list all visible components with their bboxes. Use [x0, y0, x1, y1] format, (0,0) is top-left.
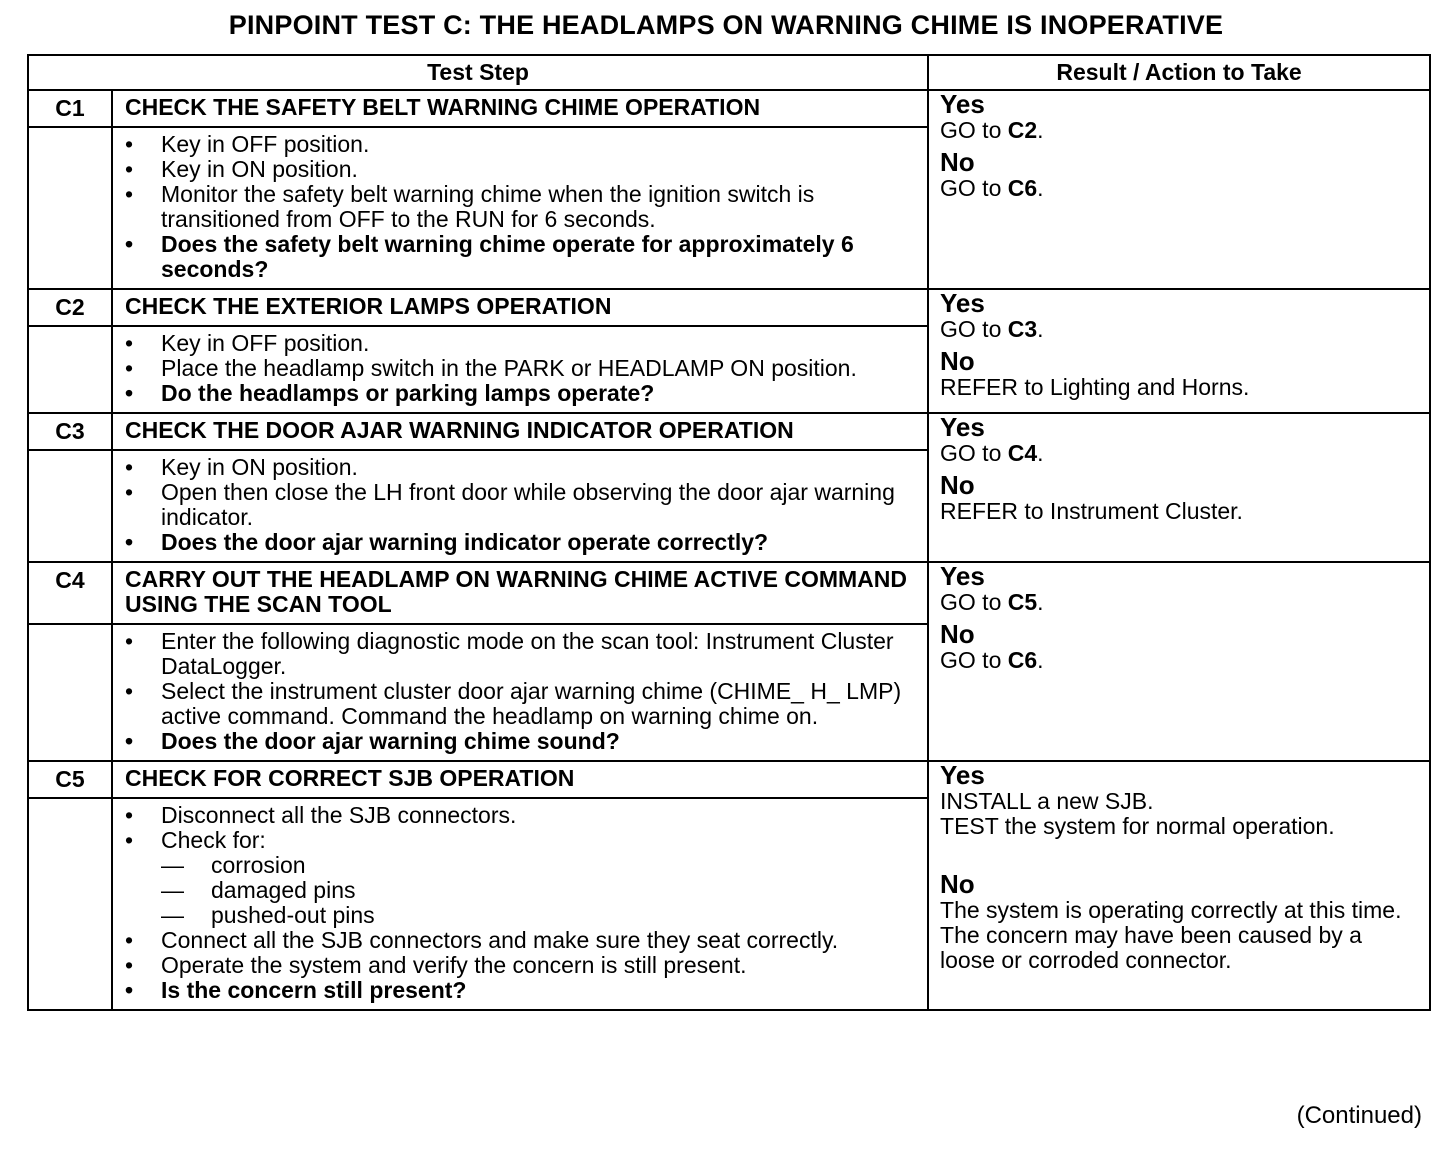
no-action: GO to C6. [940, 175, 1044, 201]
step-question: • Does the safety belt warning chime operate for approximately 6 seconds? [125, 232, 917, 282]
yes-action: GO to C3. [940, 316, 1044, 342]
step-result [928, 413, 1430, 562]
step-id: C5 [28, 761, 112, 798]
step-heading-row [28, 90, 1430, 127]
table-header-row [28, 55, 1430, 90]
step-question: • Does the door ajar warning chime sound? [125, 729, 917, 754]
step-id-blank [28, 326, 112, 413]
step-result [928, 562, 1430, 761]
list-item: • Key in ON position. [125, 455, 917, 480]
step-id-blank [28, 798, 112, 1010]
step-heading: CARRY OUT THE HEADLAMP ON WARNING CHIME ACTIVE COMMAND USING THE SCAN TOOL [112, 562, 928, 624]
step-heading: CHECK THE SAFETY BELT WARNING CHIME OPERATION [112, 90, 928, 127]
no-label: No [940, 619, 975, 649]
yes-action-line: TEST the system for normal operation. [940, 813, 1335, 839]
no-label: No [940, 869, 975, 899]
step-id-blank [28, 450, 112, 562]
step-heading-row [28, 761, 1430, 798]
no-action: REFER to Lighting and Horns. [940, 374, 1250, 400]
list-item: • Key in OFF position. [125, 331, 917, 356]
step-id: C1 [28, 90, 112, 127]
list-item: • Monitor the safety belt warning chime when the ignition switch is transitioned from OFF to the RUN for 6 seconds. [125, 182, 917, 232]
list-item-text: Check for: [161, 827, 266, 853]
step-instructions [112, 326, 928, 413]
sub-list-item: — damaged pins [161, 878, 917, 903]
step-heading-row [28, 289, 1430, 326]
yes-action: GO to C5. [940, 589, 1044, 615]
yes-label: Yes [940, 760, 985, 790]
step-result [928, 90, 1430, 289]
sub-list-item: — pushed-out pins [161, 903, 917, 928]
page-title: PINPOINT TEST C: THE HEADLAMPS ON WARNING CHIME IS INOPERATIVE [228, 10, 1224, 40]
step-instructions [112, 798, 928, 1010]
yes-label: Yes [940, 561, 985, 591]
yes-label: Yes [940, 412, 985, 442]
step-id-blank [28, 127, 112, 289]
step-question: • Is the concern still present? [125, 978, 917, 1003]
list-item: • Enter the following diagnostic mode on the scan tool: Instrument Cluster DataLogger. [125, 629, 917, 679]
list-item [125, 828, 917, 928]
step-question: • Do the headlamps or parking lamps operate? [125, 381, 917, 406]
step-id: C2 [28, 289, 112, 326]
step-result [928, 289, 1430, 413]
step-id: C3 [28, 413, 112, 450]
continued-label: (Continued) [1296, 1102, 1422, 1129]
step-question: • Does the door ajar warning indicator operate correctly? [125, 530, 917, 555]
list-item: • Key in ON position. [125, 157, 917, 182]
pinpoint-test-table [27, 54, 1431, 1011]
no-action: The system is operating correctly at this time. The concern may have been caused by a loose or corroded connector. [940, 897, 1402, 973]
step-id-blank [28, 624, 112, 761]
sub-list [161, 853, 917, 928]
list-item: • Open then close the LH front door while observing the door ajar warning indicator. [125, 480, 917, 530]
list-item: • Operate the system and verify the concern is still present. [125, 953, 917, 978]
yes-action: GO to C4. [940, 440, 1044, 466]
list-item: • Key in OFF position. [125, 132, 917, 157]
step-heading-row [28, 562, 1430, 624]
no-label: No [940, 147, 975, 177]
step-heading-row [28, 413, 1430, 450]
yes-label: Yes [940, 288, 985, 318]
sub-list-item: — corrosion [161, 853, 917, 878]
yes-label: Yes [940, 89, 985, 119]
no-action: REFER to Instrument Cluster. [940, 498, 1243, 524]
step-instructions [112, 624, 928, 761]
list-item: • Place the headlamp switch in the PARK or HEADLAMP ON position. [125, 356, 917, 381]
step-instructions [112, 450, 928, 562]
step-heading: CHECK FOR CORRECT SJB OPERATION [112, 761, 928, 798]
list-item: • Select the instrument cluster door ajar warning chime (CHIME_ H_ LMP) active command. Command the headlamp on warning chime on. [125, 679, 917, 729]
test-step-header: Test Step [28, 55, 928, 90]
no-label: No [940, 346, 975, 376]
step-result [928, 761, 1430, 1010]
no-action: GO to C6. [940, 647, 1044, 673]
no-label: No [940, 470, 975, 500]
result-header: Result / Action to Take [928, 55, 1430, 90]
yes-action-line: INSTALL a new SJB. [940, 788, 1154, 814]
list-item: • Connect all the SJB connectors and make sure they seat correctly. [125, 928, 917, 953]
step-id: C4 [28, 562, 112, 624]
yes-action: GO to C2. [940, 117, 1044, 143]
step-instructions [112, 127, 928, 289]
step-heading: CHECK THE EXTERIOR LAMPS OPERATION [112, 289, 928, 326]
list-item: • Disconnect all the SJB connectors. [125, 803, 917, 828]
step-heading: CHECK THE DOOR AJAR WARNING INDICATOR OPERATION [112, 413, 928, 450]
